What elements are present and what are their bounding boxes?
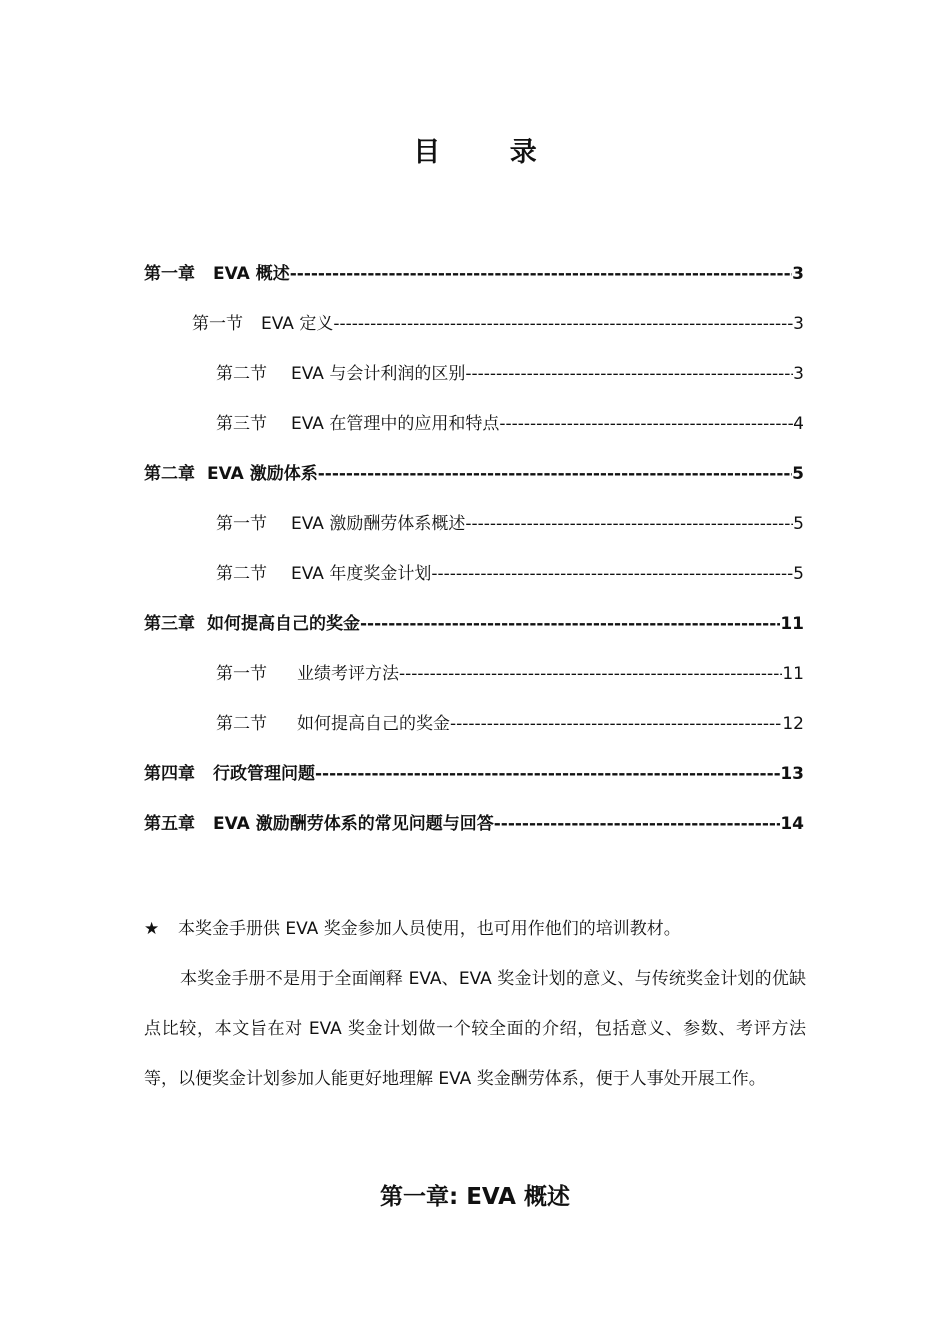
- toc-entry-name: 如何提高自己的奖金: [297, 714, 450, 734]
- toc-leader: [360, 608, 780, 640]
- toc-entry-number: 第三章: [144, 614, 195, 634]
- toc-entry-chapter-5[interactable]: [144, 808, 804, 858]
- toc-entry-number: 第二章: [144, 464, 195, 484]
- toc-leader: [499, 408, 793, 440]
- toc-entry-number: 第二节: [216, 364, 267, 384]
- toc-entry-chapter-3[interactable]: [144, 608, 804, 658]
- toc-leader: [315, 758, 780, 790]
- note-text: 本奖金手册供 EVA 奖金参加人员使用，也可用作他们的培训教材。: [178, 919, 681, 939]
- toc-entry-name: EVA 定义: [261, 314, 334, 334]
- toc-entry-name: 如何提高自己的奖金: [207, 614, 360, 634]
- toc-entry-section[interactable]: [144, 308, 804, 358]
- toc-leader: [333, 308, 793, 340]
- toc-entry-page: 5: [793, 514, 804, 534]
- toc-entry-section[interactable]: [144, 658, 804, 708]
- toc-entry-number: 第三节: [216, 414, 267, 434]
- toc-leader: [290, 258, 792, 290]
- toc-leader: [450, 708, 782, 740]
- toc-entry-number: 第一节: [216, 664, 267, 684]
- toc-entry-number: 第四章: [144, 764, 195, 784]
- table-of-contents: [144, 258, 804, 858]
- toc-entry-page: 12: [782, 714, 804, 734]
- toc-entry-section[interactable]: [144, 408, 804, 458]
- intro-paragraph: 本奖金手册不是用于全面阐释 EVA、EVA 奖金计划的意义、与传统奖金计划的优缺点比较，本文旨在对 EVA 奖金计划做一个较全面的介绍，包括意义、参数、考评方法等，以便奖金计划参加人能更好地理解 EVA 奖金酬劳体系，便于人事处开展工作。: [144, 969, 806, 1089]
- toc-entry-number: 第一节: [192, 314, 243, 334]
- toc-entry-page: 3: [793, 364, 804, 384]
- toc-entry-name: EVA 概述: [213, 264, 290, 284]
- toc-entry-page: 3: [793, 314, 804, 334]
- toc-entry-name: EVA 在管理中的应用和特点: [291, 414, 500, 434]
- toc-entry-section[interactable]: [144, 508, 804, 558]
- toc-entry-page: 5: [792, 464, 804, 484]
- note-line: [144, 904, 806, 954]
- toc-leader: [465, 508, 793, 540]
- toc-entry-number: 第五章: [144, 814, 195, 834]
- toc-entry-number: 第一章: [144, 264, 195, 284]
- toc-entry-number: 第一节: [216, 514, 267, 534]
- toc-entry-name: EVA 激励酬劳体系概述: [291, 514, 466, 534]
- toc-entry-number: 第二节: [216, 714, 267, 734]
- toc-entry-page: 3: [792, 264, 804, 284]
- star-icon: ★: [144, 919, 160, 939]
- toc-leader: [318, 458, 792, 490]
- toc-entry-page: 11: [782, 664, 804, 684]
- toc-title: 目 录: [413, 137, 567, 168]
- toc-entry-page: 5: [793, 564, 804, 584]
- toc-leader: [431, 558, 793, 590]
- toc-entry-name: EVA 激励体系: [207, 464, 318, 484]
- toc-entry-page: 11: [780, 614, 804, 634]
- toc-entry-name: EVA 激励酬劳体系的常见问题与回答: [213, 814, 494, 834]
- toc-leader: [465, 358, 793, 390]
- toc-entry-name: 行政管理问题: [213, 764, 315, 784]
- toc-entry-page: 14: [780, 814, 804, 834]
- toc-entry-name: 业绩考评方法: [297, 664, 399, 684]
- toc-entry-name: EVA 与会计利润的区别: [291, 364, 466, 384]
- toc-entry-number: 第二节: [216, 564, 267, 584]
- toc-entry-section[interactable]: [144, 708, 804, 758]
- intro-notes: [144, 904, 806, 1104]
- toc-entry-chapter-2[interactable]: [144, 458, 804, 508]
- toc-entry-section[interactable]: [144, 358, 804, 408]
- toc-entry-section[interactable]: [144, 558, 804, 608]
- toc-leader: [494, 808, 781, 840]
- toc-entry-chapter-4[interactable]: [144, 758, 804, 808]
- toc-entry-name: EVA 年度奖金计划: [291, 564, 432, 584]
- toc-entry-page: 13: [780, 764, 804, 784]
- toc-leader: [399, 658, 782, 690]
- toc-entry-page: 4: [793, 414, 804, 434]
- toc-entry-chapter-1[interactable]: [144, 258, 804, 308]
- chapter-heading: 第一章: EVA 概述: [380, 1184, 570, 1210]
